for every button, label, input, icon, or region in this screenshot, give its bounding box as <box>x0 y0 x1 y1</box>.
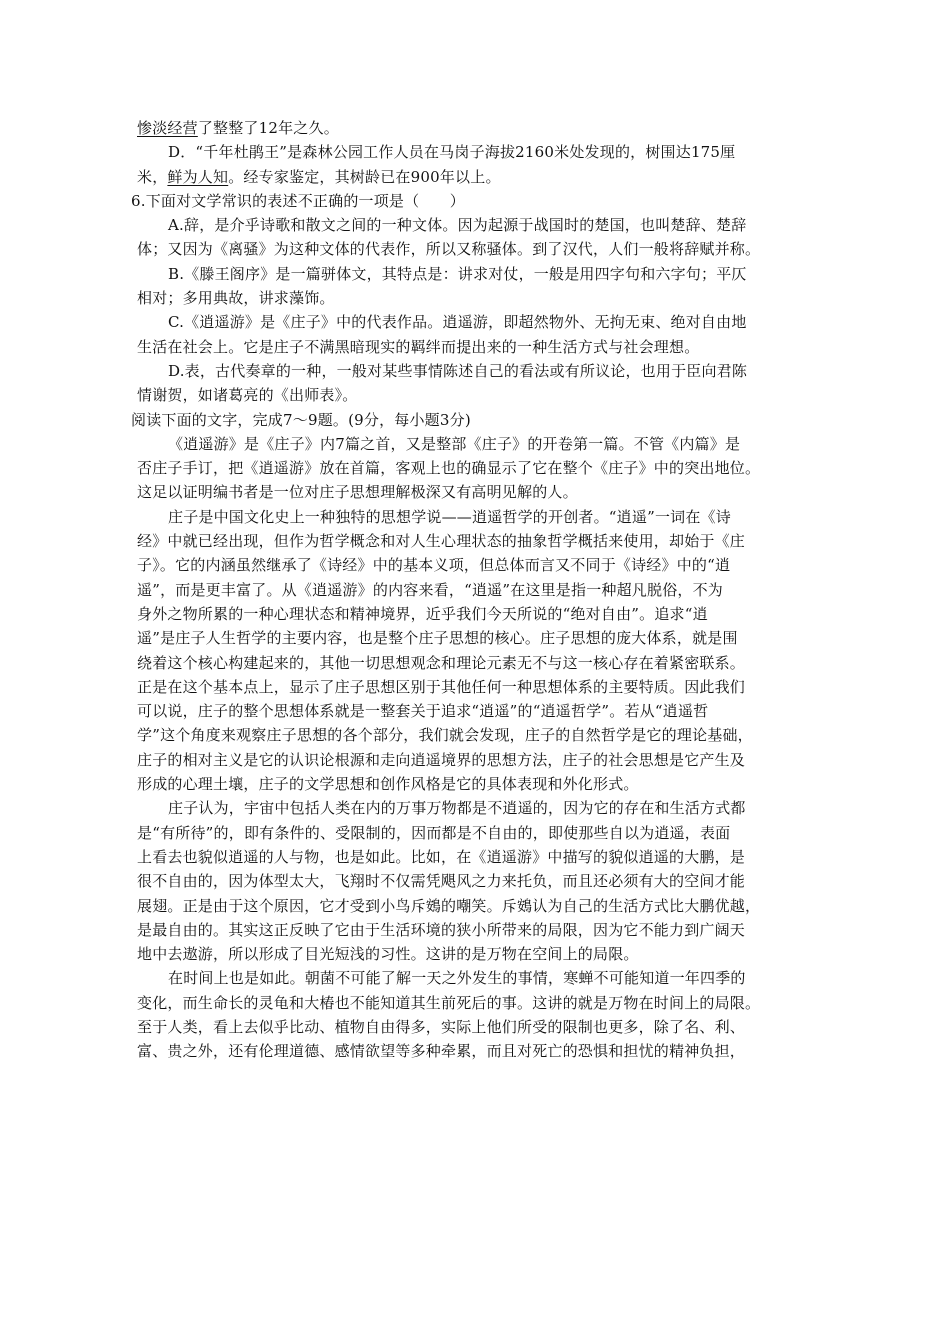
text-line: 惨淡经营了整整了12年之久。 <box>137 119 339 137</box>
text-line: 形成的心理土壤，庄子的文学思想和创作风格是它的具体表现和外化形式。 <box>137 775 639 794</box>
text-line: 正是在这个基本点上，显示了庄子思想区别于其他任何一种思想体系的主要特质。因此我们 <box>137 677 746 696</box>
text-line: 是最自由的。其实这正反映了它由于生活环境的狭小所带来的局限，因为它不能力到广阔天 <box>137 920 746 939</box>
option-d-line: D.表，古代奏章的一种，一般对某些事情陈述自己的看法或有所议论，也用于臣向君陈 <box>168 361 748 380</box>
text-line: 可以说，庄子的整个思想体系就是一整套关于追求“逍遥”的“逍遥哲学”。若从“逍遥哲 <box>137 702 709 721</box>
text-line: 体；又因为《离骚》为这种文体的代表作，所以又称骚体。到了汉代，人们一般将辞赋并称。 <box>137 240 761 259</box>
text-line: 展翅。正是由于这个原因，它才受到小鸟斥鴳的嘲笑。斥鴳认为自己的生活方式比大鹏优越， <box>137 896 761 915</box>
text-line: 富、贵之外，还有伦理道德、感情欲望等多种牵累，而且对死亡的恐惧和担忧的精神负担， <box>137 1042 746 1061</box>
option-d-line: D．“千年杜鹃王”是森林公园工作人员在马岗子海拔2160米处发现的，树围达175厘 <box>168 143 736 162</box>
text-line: 生活在社会上。它是庄子不满黑暗现实的羁绊而提出来的一种生活方式与社会理想。 <box>137 337 700 356</box>
document-page <box>131 116 827 1064</box>
text-line: 米，鲜为人知。经专家鉴定，其树龄已在900年以上。 <box>137 167 501 186</box>
question-6-stem: 6.下面对文学常识的表述不正确的一项是（ ） <box>131 191 465 210</box>
text-line: 绕着这个核心构建起来的，其他一切思想观念和理论元素无不与这一核心存在着紧密联系。 <box>137 653 746 672</box>
text-line: 否庄子手订，把《逍遥游》放在首篇，客观上也的确显示了它在整个《庄子》中的突出地位。 <box>137 459 761 478</box>
underlined-phrase: 鲜为人知 <box>167 167 229 186</box>
text-line: 是“有所待”的，即有条件的、受限制的，因而都是不自由的，即使那些自以为逍遥，表面 <box>137 823 731 842</box>
text-line: 经》中就已经出现，但作为哲学概念和对人生心理状态的抽象哲学概括来使用，却始于《庄 <box>137 532 746 551</box>
text-line: 很不自由的，因为体型太大，飞翔时不仅需凭飓风之力来托负，而且还必须有大的空间才能 <box>137 872 746 891</box>
paragraph-start: 庄子认为，宇宙中包括人类在内的万事万物都是不逍遥的，因为它的存在和生活方式都 <box>168 799 746 818</box>
underlined-phrase: 惨淡经营 <box>137 119 198 137</box>
reading-instruction: 阅读下面的文字，完成7～9题。(9分，每小题3分) <box>131 410 471 429</box>
paragraph-start: 《逍遥游》是《庄子》内7篇之首，又是整部《庄子》的开卷第一篇。不管《内篇》是 <box>168 434 741 453</box>
text-line: 相对；多用典故，讲求藻饰。 <box>137 289 335 308</box>
text-line: 学”这个角度来观察庄子思想的各个部分，我们就会发现，庄子的自然哲学是它的理论基础， <box>137 726 753 745</box>
text-line: 这足以证明编书者是一位对庄子思想理解极深又有高明见解的人。 <box>137 483 578 502</box>
text-line: 遥”是庄子人生哲学的主要内容，也是整个庄子思想的核心。庄子思想的庞大体系，就是围 <box>137 629 738 648</box>
text-line: 庄子的相对主义是它的认识论根源和走向逍遥境界的思想方法，庄子的社会思想是它产生及 <box>137 750 746 769</box>
paragraph-start: 在时间上也是如此。朝菌不可能了解一天之外发生的事情，寒蝉不可能知道一年四季的 <box>168 969 746 988</box>
text-line: 身外之物所累的一种心理状态和精神境界，近乎我们今天所说的“绝对自由”。追求“逍 <box>137 604 708 623</box>
text-line: 情谢贺，如诸葛亮的《出师表》。 <box>137 386 358 405</box>
text-line: 至于人类，看上去似乎比动、植物自由得多，实际上他们所受的限制也更多，除了名、利、 <box>137 1017 746 1036</box>
option-b-line: B.《滕王阁序》是一篇骈体文，其特点是：讲求对仗，一般是用四字句和六字句；平仄 <box>168 264 747 283</box>
paragraph-start: 庄子是中国文化史上一种独特的思想学说——逍遥哲学的开创者。“逍遥”一词在《诗 <box>168 507 731 526</box>
text-line: 子》。它的内涵虽然继承了《诗经》中的基本义项，但总体而言又不同于《诗经》中的“逍 <box>137 556 731 575</box>
text-line: 遥”，而是更丰富了。从《逍遥游》的内容来看，“逍遥”在这里是指一种超凡脱俗，不为 <box>137 580 724 599</box>
text-line: 变化，而生命长的灵龟和大椿也不能知道其生前死后的事。这讲的就是万物在时间上的局限。 <box>137 993 761 1012</box>
option-a-line: A.辞，是介乎诗歌和散文之间的一种文体。因为起源于战国时的楚国，也叫楚辞、楚辞 <box>168 216 747 235</box>
option-c-line: C.《逍遥游》是《庄子》中的代表作品。逍遥游，即超然物外、无拘无束、绝对自由地 <box>168 313 747 332</box>
text-line: 上看去也貌似逍遥的人与物，也是如此。比如，在《逍遥游》中描写的貌似逍遥的大鹏，是 <box>137 847 746 866</box>
text-line: 地中去遨游，所以形成了目光短浅的习性。这讲的是万物在空间上的局限。 <box>137 945 639 964</box>
